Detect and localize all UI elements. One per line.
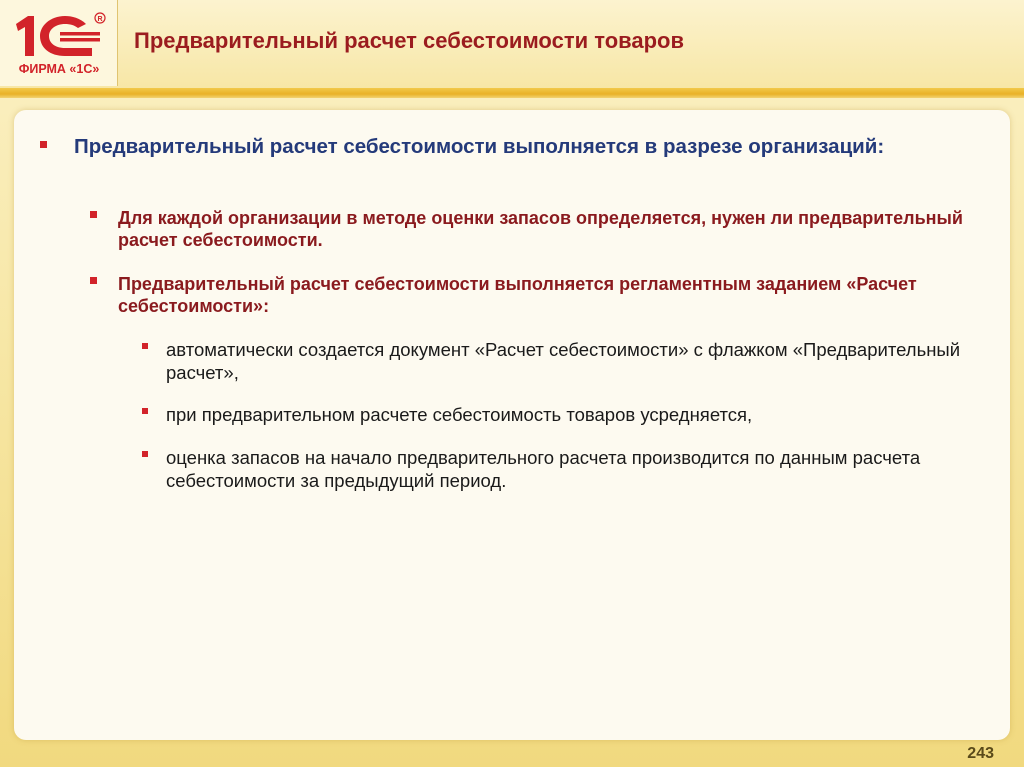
bullet-level1: Предварительный расчет себестоимости выполняется в разрезе организаций: [74, 135, 885, 158]
bullet-level3-item: оценка запасов на начало предварительного расчета производится по данным расчета себестоимости за предыдущий период. [166, 447, 921, 491]
slide-title: Предварительный расчет себестоимости товаров [134, 28, 685, 53]
bullet-icon [40, 141, 47, 148]
svg-text:R: R [97, 16, 103, 23]
bullet-level2-item: Предварительный расчет себестоимости выполняется регламентным заданием «Расчет себестоимости»: [118, 274, 917, 316]
logo-box [0, 0, 118, 86]
bullet-icon [142, 451, 148, 457]
bullet-icon [142, 408, 148, 414]
1c-logo-icon [10, 10, 108, 62]
bullet-level3-item: при предварительном расчете себестоимость товаров усредняется, [166, 404, 753, 425]
slide-header [0, 0, 1024, 92]
bullet-level2-item: Для каждой организации в методе оценки запасов определяется, нужен ли предварительный расчет себестоимости. [118, 208, 963, 250]
header-divider [0, 88, 1024, 98]
logo-caption: ФИРМА «1С» [18, 62, 100, 76]
bullet-icon [90, 211, 97, 218]
bullet-icon [90, 277, 97, 284]
bullet-icon [142, 343, 148, 349]
bullet-level3-item: автоматически создается документ «Расчет себестоимости» с флажком «Предварительный расчет», [166, 339, 961, 383]
page-number: 243 [967, 745, 994, 762]
